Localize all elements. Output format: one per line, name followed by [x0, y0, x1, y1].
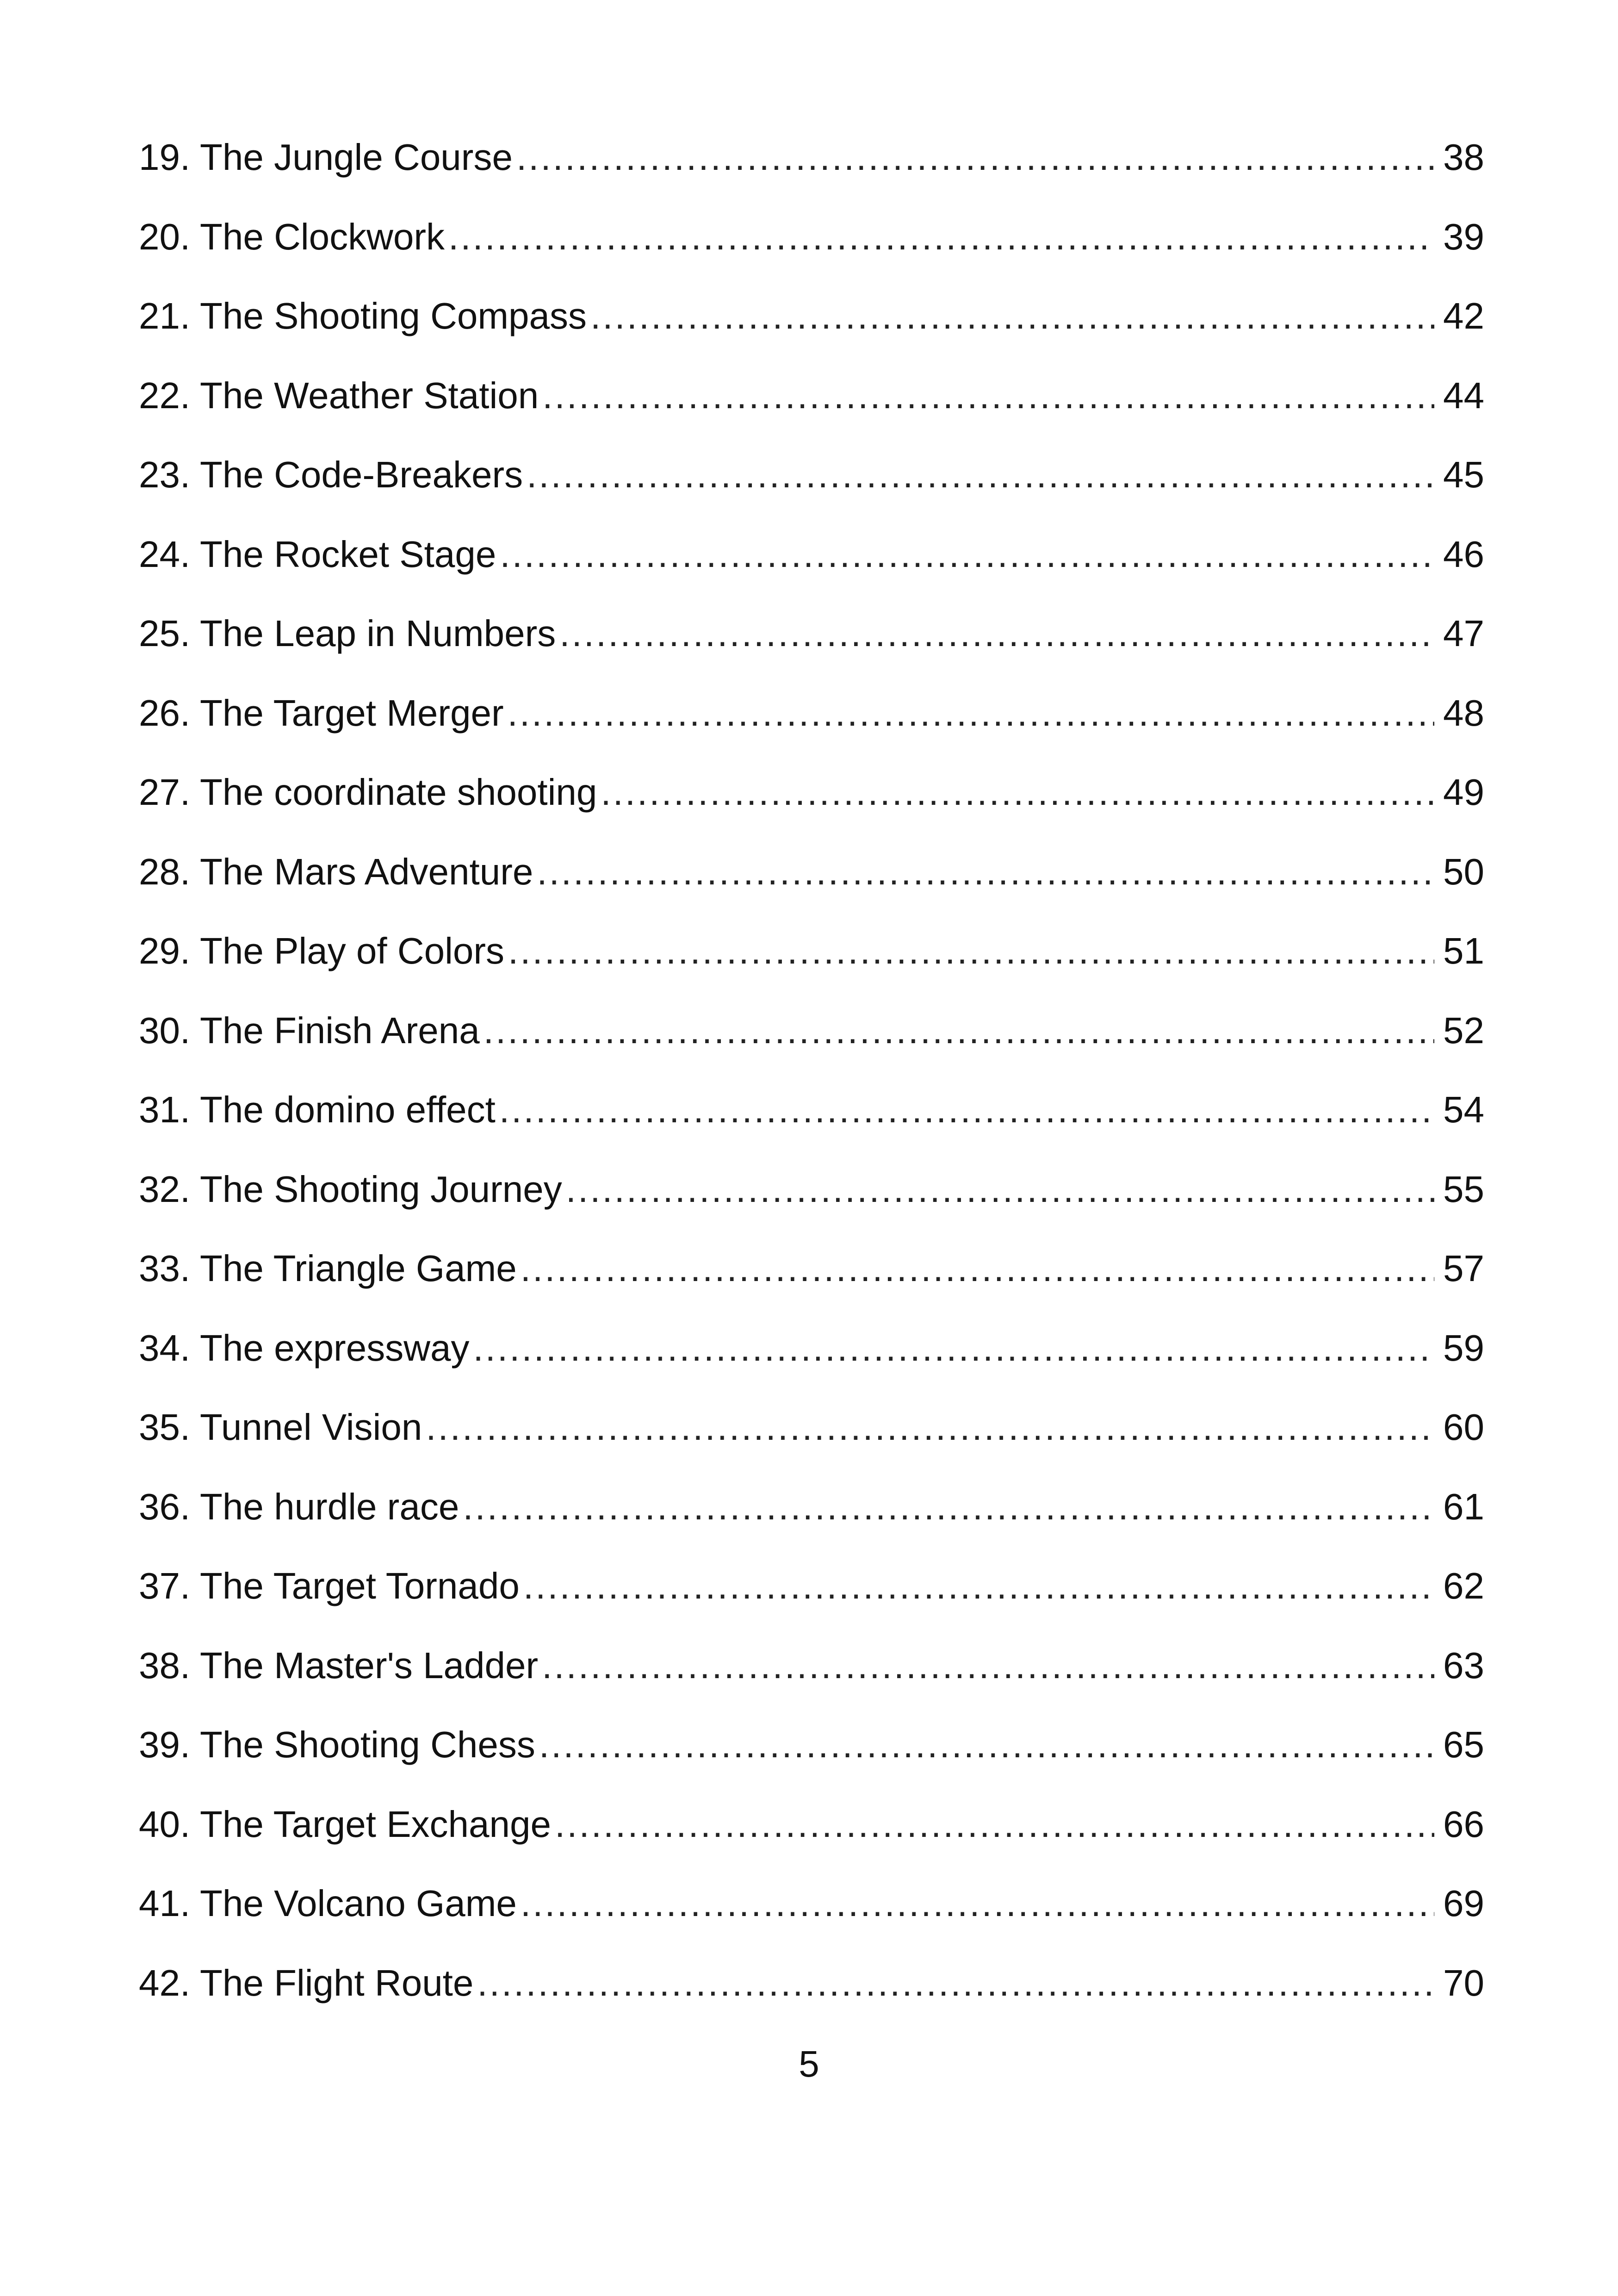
toc-entry[interactable] — [139, 533, 1484, 616]
toc-dot-leader — [542, 1647, 1434, 1684]
toc-dot-leader — [463, 1488, 1434, 1525]
toc-entry-title: 40. The Target Exchange — [139, 1803, 552, 1845]
toc-entry-title: 29. The Play of Colors — [139, 930, 505, 971]
toc-entry[interactable] — [139, 853, 1484, 933]
toc-entry[interactable] — [139, 774, 1484, 853]
toc-entry-title: 37. The Target Tornado — [139, 1565, 520, 1606]
toc-entry-page: 51 — [1443, 930, 1484, 971]
toc-entry-title: 19. The Jungle Course — [139, 137, 513, 178]
toc-entry-title: 30. The Finish Arena — [139, 1009, 480, 1051]
toc-entry-page: 59 — [1443, 1327, 1484, 1369]
toc-entry[interactable] — [139, 1327, 1484, 1409]
toc-dot-leader — [473, 1330, 1434, 1367]
toc-entry-page: 54 — [1443, 1089, 1484, 1130]
toc-entry-page: 61 — [1443, 1486, 1484, 1527]
toc-dot-leader — [500, 536, 1434, 573]
toc-dot-leader — [521, 1250, 1434, 1287]
toc-entry-page: 48 — [1443, 692, 1484, 734]
toc-entry-title: 36. The hurdle race — [139, 1486, 459, 1527]
toc-dot-leader — [521, 1885, 1434, 1922]
toc-dot-leader — [601, 774, 1434, 811]
toc-dot-leader — [508, 933, 1434, 970]
toc-entry-page: 52 — [1443, 1009, 1484, 1051]
toc-entry[interactable] — [139, 1565, 1484, 1647]
toc-dot-leader — [477, 1965, 1434, 2002]
toc-entry-title: 25. The Leap in Numbers — [139, 613, 556, 654]
toc-entry[interactable] — [139, 374, 1484, 457]
toc-dot-leader — [559, 615, 1434, 652]
toc-dot-leader — [508, 695, 1434, 732]
toc-entry-title: 24. The Rocket Stage — [139, 533, 496, 575]
toc-entry-page: 42 — [1443, 295, 1484, 336]
toc-entry[interactable] — [139, 1726, 1484, 1806]
toc-entry-page: 63 — [1443, 1644, 1484, 1686]
toc-entry-title: 32. The Shooting Journey — [139, 1168, 562, 1210]
toc-entry-title: 26. The Target Merger — [139, 692, 504, 734]
toc-dot-leader — [499, 1091, 1434, 1128]
toc-entry[interactable] — [139, 930, 1484, 1012]
toc-entry[interactable] — [139, 139, 1484, 218]
toc-entry-page: 49 — [1443, 772, 1484, 813]
toc-entry[interactable] — [139, 1406, 1484, 1488]
toc-entry[interactable] — [139, 615, 1484, 695]
toc-entry-page: 69 — [1443, 1883, 1484, 1924]
page-number: 5 — [799, 2043, 819, 2084]
toc-dot-leader — [539, 1726, 1434, 1763]
toc-entry-title: 34. The expressway — [139, 1327, 470, 1369]
toc-entry-title: 41. The Volcano Game — [139, 1883, 517, 1924]
toc-entry-page: 44 — [1443, 374, 1484, 416]
toc-dot-leader — [527, 456, 1434, 493]
toc-entry[interactable] — [139, 1009, 1484, 1092]
toc-entry[interactable] — [139, 1488, 1484, 1568]
toc-dot-leader — [566, 1171, 1434, 1208]
toc-entry-page: 62 — [1443, 1565, 1484, 1606]
toc-entry[interactable] — [139, 1168, 1484, 1251]
table-of-contents — [139, 139, 1484, 2044]
toc-dot-leader — [523, 1568, 1434, 1605]
toc-entry-page: 65 — [1443, 1724, 1484, 1765]
toc-entry-title: 22. The Weather Station — [139, 374, 539, 416]
toc-entry-title: 35. Tunnel Vision — [139, 1406, 422, 1448]
toc-entry[interactable] — [139, 692, 1484, 774]
toc-entry-page: 55 — [1443, 1168, 1484, 1210]
toc-entry-title: 39. The Shooting Chess — [139, 1724, 535, 1765]
toc-entry[interactable] — [139, 1962, 1484, 2044]
toc-dot-leader — [537, 853, 1434, 890]
toc-dot-leader — [555, 1806, 1434, 1843]
toc-entry-title: 20. The Clockwork — [139, 216, 445, 257]
toc-entry-page: 66 — [1443, 1803, 1484, 1845]
toc-dot-leader — [484, 1012, 1434, 1049]
toc-entry-page: 70 — [1443, 1962, 1484, 2004]
toc-entry[interactable] — [139, 1091, 1484, 1171]
toc-dot-leader — [426, 1409, 1434, 1446]
toc-entry-page: 57 — [1443, 1248, 1484, 1289]
toc-dot-leader — [516, 139, 1434, 176]
toc-dot-leader — [590, 298, 1434, 335]
toc-entry-title: 21. The Shooting Compass — [139, 295, 587, 336]
toc-entry-page: 46 — [1443, 533, 1484, 575]
toc-entry-title: 23. The Code-Breakers — [139, 454, 523, 495]
toc-entry[interactable] — [139, 1250, 1484, 1330]
toc-entry[interactable] — [139, 218, 1484, 298]
toc-entry-page: 60 — [1443, 1406, 1484, 1448]
toc-entry-page: 50 — [1443, 851, 1484, 892]
toc-entry-page: 39 — [1443, 216, 1484, 257]
toc-entry[interactable] — [139, 1644, 1484, 1727]
toc-entry-page: 45 — [1443, 454, 1484, 495]
toc-entry[interactable] — [139, 456, 1484, 536]
toc-entry-page: 47 — [1443, 613, 1484, 654]
toc-entry[interactable] — [139, 1803, 1484, 1885]
toc-entry-title: 31. The domino effect — [139, 1089, 496, 1130]
toc-dot-leader — [448, 218, 1434, 255]
toc-entry[interactable] — [139, 1885, 1484, 1965]
toc-entry-title: 42. The Flight Route — [139, 1962, 474, 2004]
toc-entry-title: 38. The Master's Ladder — [139, 1644, 539, 1686]
toc-dot-leader — [542, 377, 1434, 414]
toc-entry-page: 38 — [1443, 137, 1484, 178]
toc-entry-title: 33. The Triangle Game — [139, 1248, 517, 1289]
toc-entry[interactable] — [139, 295, 1484, 377]
toc-entry-title: 27. The coordinate shooting — [139, 772, 597, 813]
toc-entry-title: 28. The Mars Adventure — [139, 851, 533, 892]
